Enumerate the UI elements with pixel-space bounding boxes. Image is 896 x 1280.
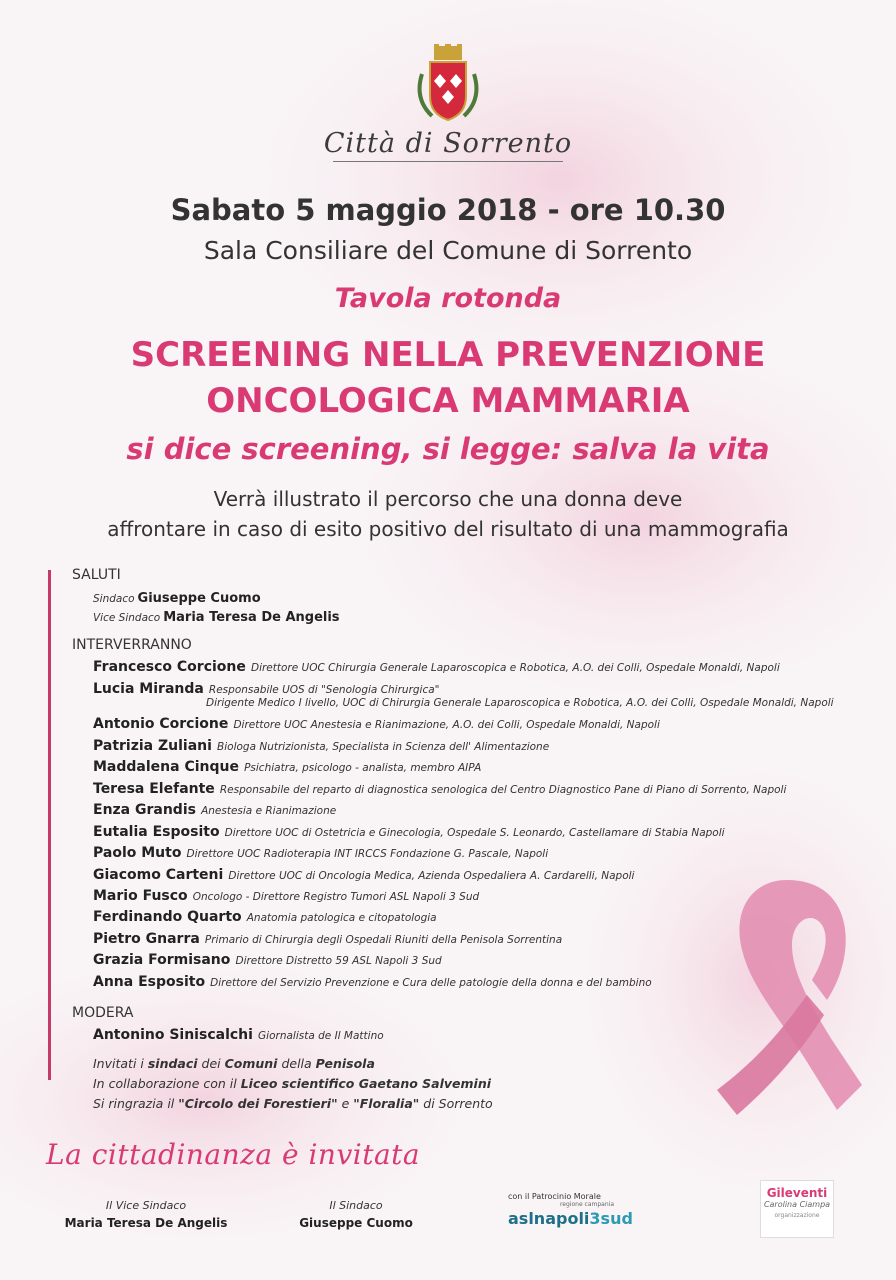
saluti-item [93,606,340,625]
speaker-role: Anestesia e Rianimazione [201,805,337,817]
speaker-name: Teresa Elefante [93,781,215,797]
speaker-row [93,864,634,883]
event-date: Sabato 5 maggio 2018 - ore 10.30 [170,193,726,227]
speaker-role: Responsabile del reparto di diagnostica senologica del Centro Diagnostico Pane di Piano di Sorrento, Napoli [219,784,787,796]
saluti-name: Maria Teresa De Angelis [163,610,340,625]
speaker-name: Enza Grandis [93,802,196,818]
speaker-role: Oncologo - Direttore Registro Tumori ASL Napoli 3 Sud [192,891,480,903]
event-title [0,332,896,424]
signature-name: Maria Teresa De Angelis [64,1216,228,1230]
speaker-row [93,821,725,840]
gileventi-logo [760,1180,834,1238]
city-name: Città di Sorrento [0,128,896,162]
event-slogan: si dice screening, si legge: salva la vita [126,432,770,466]
saluti-name: Giuseppe Cuomo [137,591,261,606]
moderator-row [93,1024,384,1043]
title-line-2: ONCOLOGICA MAMMARIA [206,381,690,421]
modera-heading: MODERA [72,1005,134,1021]
speaker-name: Antonio Corcione [93,716,229,732]
saluti-prefix: Vice Sindaco [93,612,161,624]
invitation-text: La cittadinanza è invitata [46,1138,421,1171]
speaker-name: Francesco Corcione [93,659,246,675]
speaker-name: Patrizia Zuliani [93,738,212,754]
patrocinio-label: con il Patrocinio Morale [508,1192,601,1201]
speaker-role: Direttore UOC di Oncologia Medica, Azienda Ospedaliera A. Cardarelli, Napoli [228,870,635,882]
city-crest-icon [414,44,482,126]
speaker-role: Psichiatra, psicologo - analista, membro AIPA [244,762,482,774]
speaker-row [93,971,652,990]
speaker-role: Biologa Nutrizionista, Specialista in Scienza dell' Alimentazione [217,741,550,753]
pink-ribbon-icon [712,870,862,1120]
signature-vice-sindaco [46,1199,246,1230]
org-label: organizzazione [774,1212,820,1219]
speaker-role: Direttore Distretto 59 ASL Napoli 3 Sud [235,955,442,967]
speaker-name: Ferdinando Quarto [93,909,242,925]
speaker-row [93,799,336,818]
speaker-role-secondary: Dirigente Medico I livello, UOC di Chirurgia Generale Laparoscopica e Robotica, A.O. dei Colli, Ospedale Monaldi, Napoli [206,697,834,709]
speaker-name: Giacomo Carteni [93,867,224,883]
signature-name: Giuseppe Cuomo [299,1216,413,1230]
speaker-row [93,735,549,754]
regione-label: regione campania [559,1201,614,1208]
description-line-1: Verrà illustrato il percorso che una donna deve [213,487,683,511]
speaker-row [93,928,562,947]
event-description [0,484,896,544]
speaker-name: Mario Fusco [93,888,188,904]
speaker-name: Maddalena Cinque [93,759,239,775]
notes-line-1: Invitati i sindaci dei Comuni della Penisola [93,1056,375,1071]
org-name: Gileventi [766,1186,828,1200]
speaker-row [93,756,481,775]
saluti-heading: SALUTI [72,567,121,583]
signature-role: Il Vice Sindaco [105,1199,187,1212]
notes-line-2: In collaborazione con il Liceo scientifico Gaetano Salvemini [93,1076,492,1091]
speaker-row [93,949,442,968]
speaker-role: Anatomia patologica e citopatologia [246,912,437,924]
speaker-role: Direttore UOC Radioterapia INT IRCCS Fondazione G. Pascale, Napoli [186,848,549,860]
speaker-row [93,656,780,675]
org-subname: Carolina Ciampa [763,1200,831,1209]
speaker-name: Eutalia Esposito [93,824,220,840]
asl-logo [508,1192,638,1228]
speaker-row [93,906,437,925]
speaker-name: Pietro Gnarra [93,931,200,947]
event-kicker: Tavola rotonda [334,283,562,314]
speaker-role: Primario di Chirurgia degli Ospedali Riuniti della Penisola Sorrentina [204,934,563,946]
speaker-row [93,778,786,797]
signature-role: Il Sindaco [329,1199,383,1212]
speaker-row [93,842,548,861]
notes-line-3: Si ringrazia il "Circolo dei Forestieri" e "Floralia" di Sorrento [93,1096,493,1111]
speaker-name: Paolo Muto [93,845,182,861]
event-venue: Sala Consiliare del Comune di Sorrento [203,236,693,265]
speaker-row [93,885,479,904]
speaker-role: Direttore del Servizio Prevenzione e Cura delle patologie della donna e del bambino [210,977,652,989]
speaker-name: Anna Esposito [93,974,206,990]
title-line-1: SCREENING NELLA PREVENZIONE [130,335,766,375]
saluti-item [93,587,261,606]
speaker-role: Direttore UOC Anestesia e Rianimazione, A.O. dei Colli, Ospedale Monaldi, Napoli [233,719,660,731]
speaker-row [93,713,660,732]
speaker-name: Grazia Formisano [93,952,231,968]
moderator-role: Giornalista de Il Mattino [258,1030,384,1042]
moderator-name: Antonino Siniscalchi [93,1027,253,1043]
saluti-prefix: Sindaco [93,593,135,605]
speaker-row [93,678,834,709]
speaker-role: Responsabile UOS di "Senologia Chirurgica" [208,684,440,696]
speaker-name: Lucia Miranda [93,681,204,697]
description-line-2: affrontare in caso di esito positivo del risultato di una mammografia [107,517,789,541]
speaker-role: Direttore UOC Chirurgia Generale Laparoscopica e Robotica, A.O. dei Colli, Ospedale Monaldi, Napoli [250,662,780,674]
speaker-role: Direttore UOC di Ostetricia e Ginecologia, Ospedale S. Leonardo, Castellamare di Stabia Napoli [224,827,725,839]
interverranno-heading: INTERVERRANNO [72,637,192,653]
asl-wordmark: aslnapoli3sud [508,1209,633,1228]
signature-sindaco [276,1199,436,1230]
event-notes [93,1054,493,1114]
program-divider [48,570,51,1080]
